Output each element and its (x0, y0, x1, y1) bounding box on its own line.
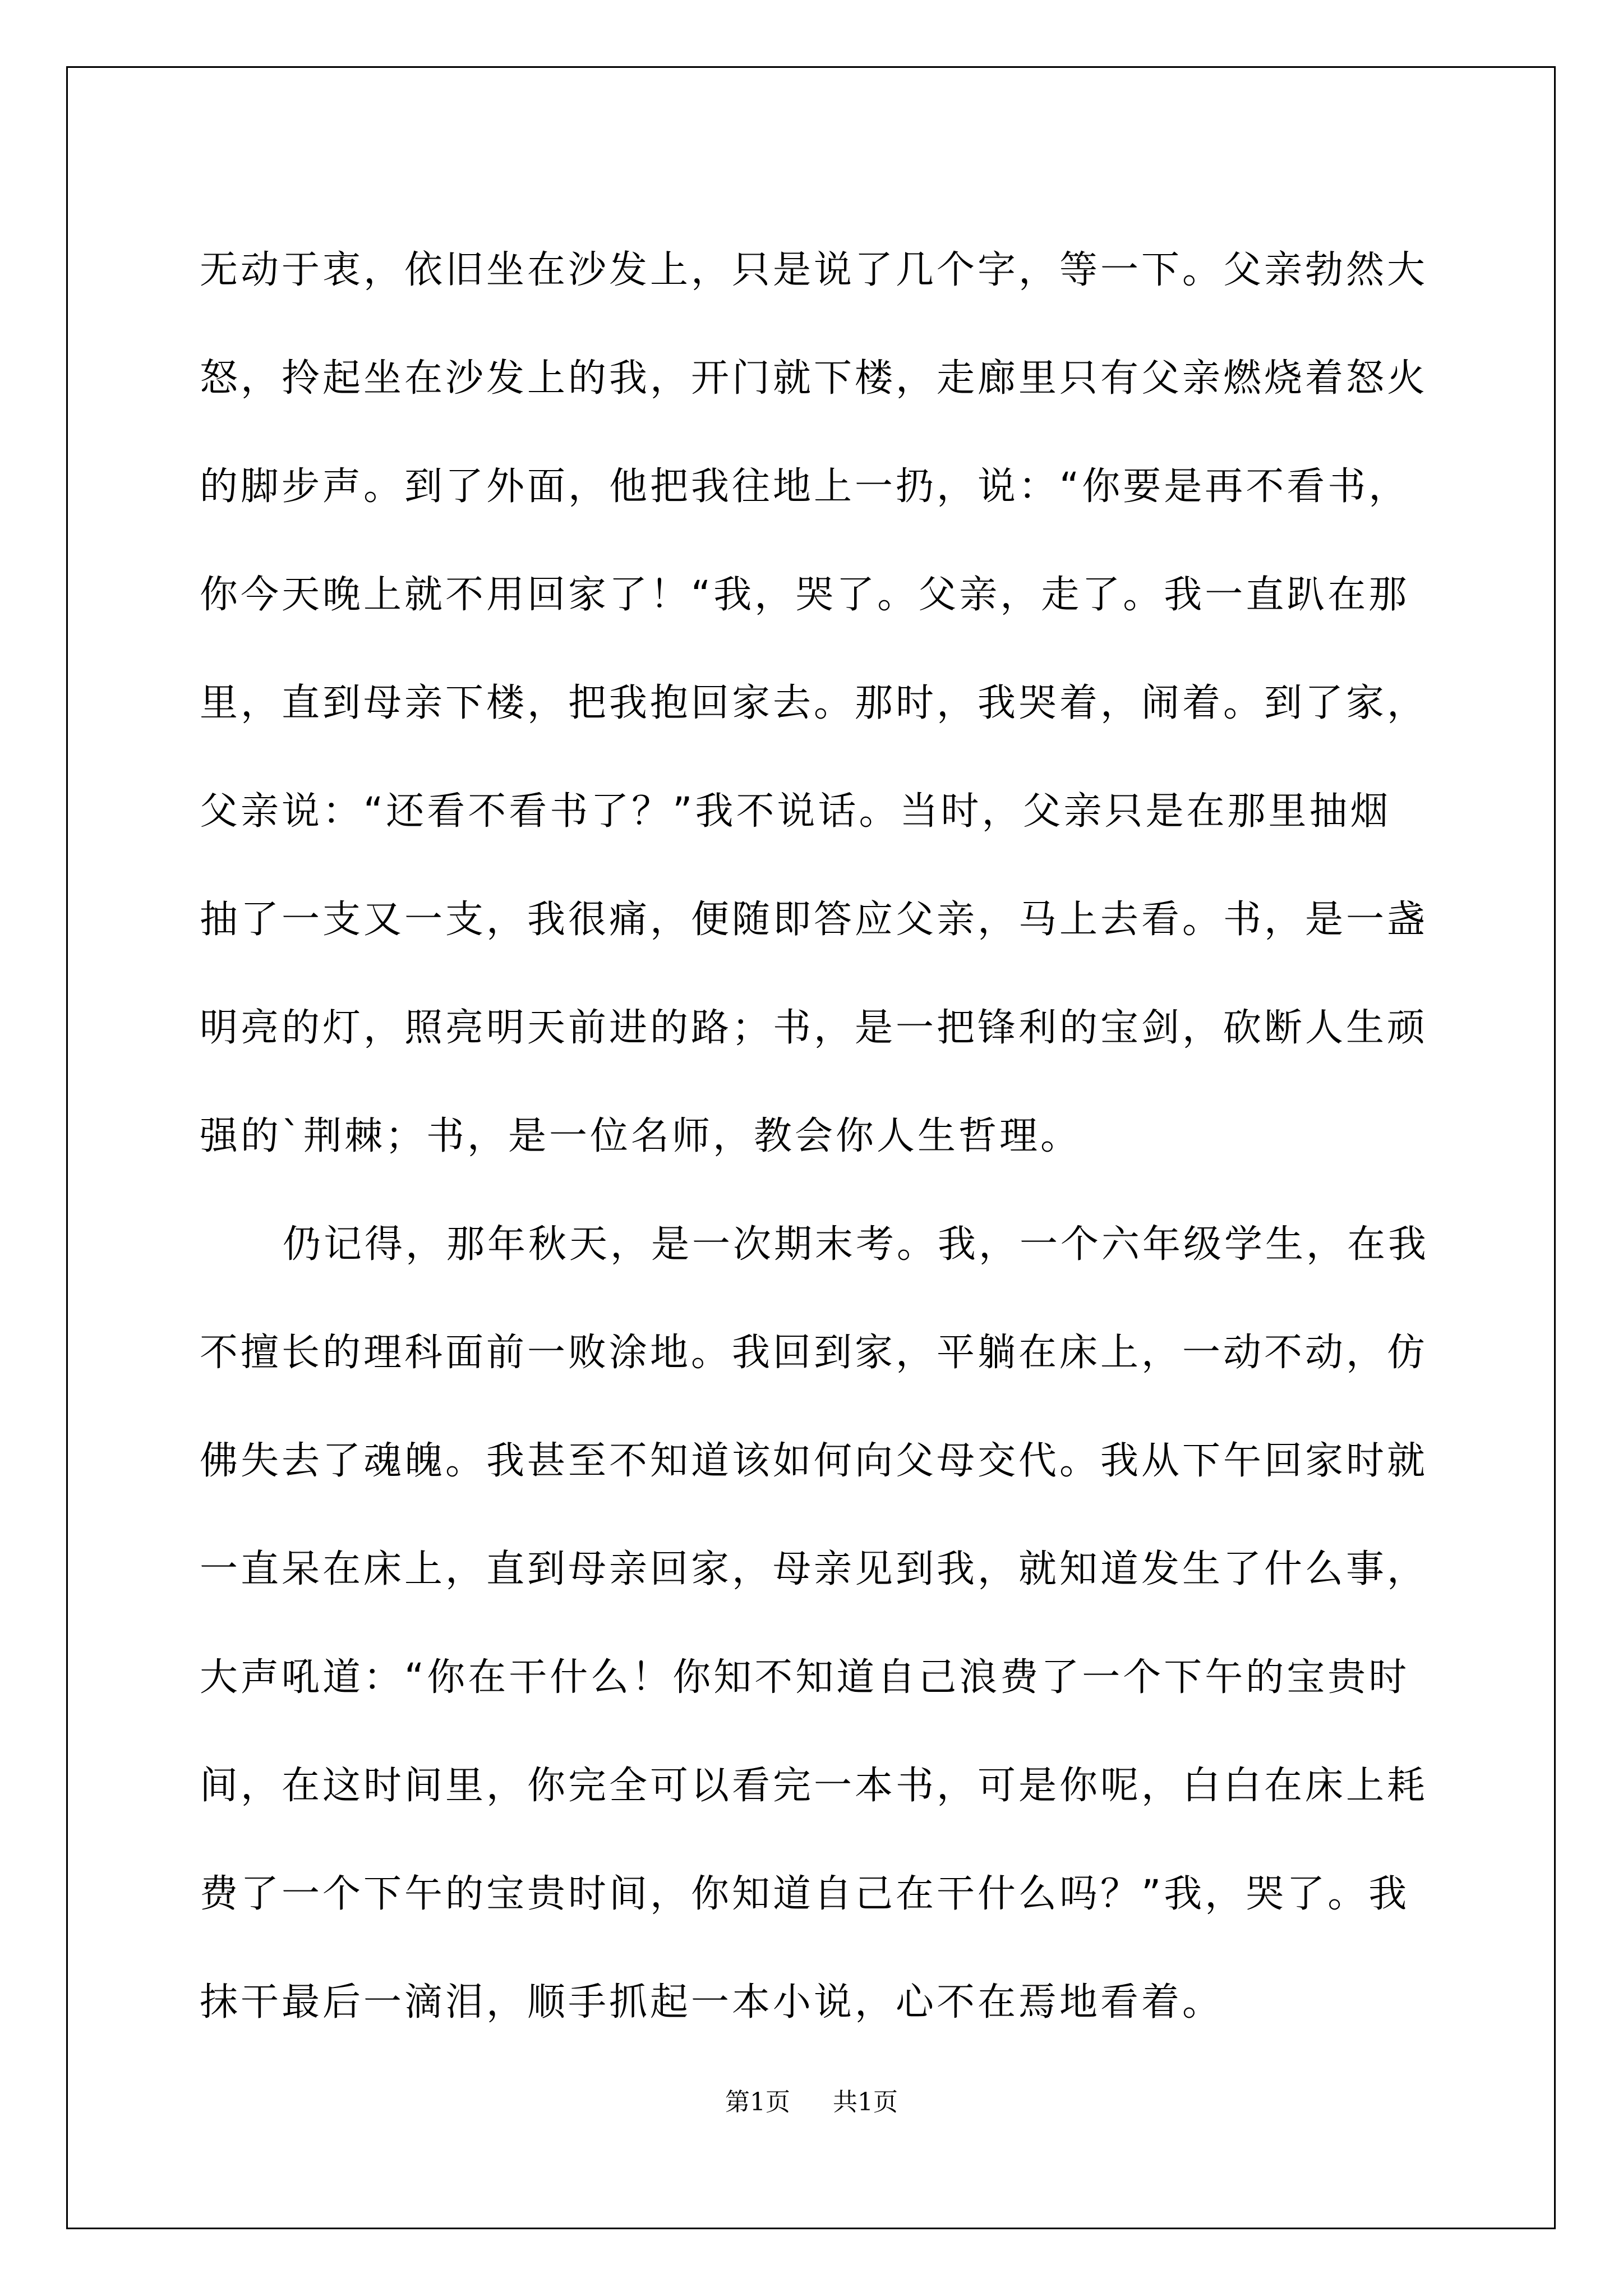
text-line: 抹干最后一滴泪，顺手抓起一本小说，心不在焉地看着。 (200, 1980, 1224, 2024)
page-number: 第1页 (725, 2088, 790, 2116)
text-line: 父亲说：“还看不看书了？”我不说话。当时，父亲只是在那里抽烟 (200, 789, 1391, 834)
text-line: 你今天晚上就不用回家了！“我，哭了。父亲，走了。我一直趴在那 (200, 573, 1410, 617)
text-line: 不擅长的理科面前一败涂地。我回到家，平躺在床上，一动不动，仿 (200, 1331, 1428, 1375)
paragraph-first-line: 仍记得，那年秋天，是一次期末考。我，一个六年级学生，在我 (283, 1222, 1430, 1267)
text-line: 大声吼道：“你在干什么！你知不知道自己浪费了一个下午的宝贵时 (200, 1655, 1410, 1700)
text-line: 里，直到母亲下楼，把我抱回家去。那时，我哭着，闹着。到了家， (200, 681, 1428, 725)
text-line: 强的`荆棘；书，是一位名师，教会你人生哲理。 (200, 1114, 1082, 1158)
document-body (200, 216, 1433, 2056)
text-line: 无动于衷，依旧坐在沙发上，只是说了几个字，等一下。父亲勃然大 (200, 248, 1428, 292)
text-line: 的脚步声。到了外面，他把我往地上一扔，说：“你要是再不看书， (200, 464, 1410, 509)
page-footer (0, 2086, 1623, 2119)
text-line: 怒，拎起坐在沙发上的我，开门就下楼，走廊里只有父亲燃烧着怒火 (200, 356, 1428, 401)
text-line: 费了一个下午的宝贵时间，你知道自己在干什么吗？”我，哭了。我 (200, 1872, 1410, 1916)
page-total: 共1页 (833, 2088, 898, 2116)
text-line: 明亮的灯，照亮明天前进的路；书，是一把锋利的宝剑，砍断人生顽 (200, 1006, 1428, 1050)
text-line: 抽了一支又一支，我很痛，便随即答应父亲，马上去看。书，是一盏 (200, 898, 1428, 942)
text-line: 一直呆在床上，直到母亲回家，母亲见到我，就知道发生了什么事， (200, 1547, 1428, 1591)
text-line: 佛失去了魂魄。我甚至不知道该如何向父母交代。我从下午回家时就 (200, 1439, 1428, 1483)
text-line: 间，在这时间里，你完全可以看完一本书，可是你呢，白白在床上耗 (200, 1764, 1428, 1808)
